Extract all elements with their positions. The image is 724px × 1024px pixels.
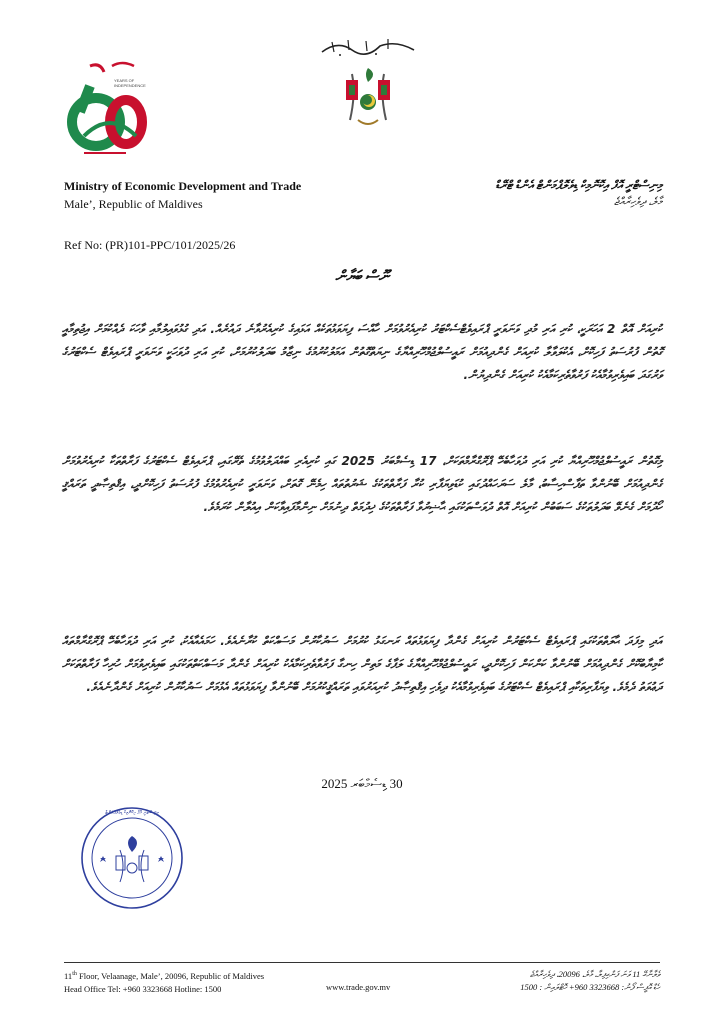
floor-number: 11 — [64, 970, 73, 981]
body-paragraph-1: ކުރިއަށް އޮތް 2 އަހަރަކީ، ކުރި އަރި މުދި ވަނަވަރީ ޕްރައިވެޓްސެކްޓަރު ކުރިއެރުވުމަށް ހާއްސަ ފިޔަވަޅުތަކެއް އަޅައިގެ ކުރިއެރުވާނެ ދައުރެއް. އަދި ގުޅުވައިލުމާއި ވާހަކަ ދެއްކުމަށް އިޖުތިމާއީ ގޮތުން ފުރުސަތު ފަހިކޮށް، އެކުލަވާލާ ކުރިއަށް ގެންދިއުމަށް ރައީސުލްޖުމްހޫރިއްޔާގެ ނިޔަތްގޮތުން އަމަލުކުރުމުގެ ނިޒާމު ބަދަލުކުރުމަށް، ކުރި އަރި ދުވަހަކީ ވަނަވަރީ ޕްރައިވެޓް ސެކްޓަރުގެ ވަރުގަދަ ބައިވެރިވުމާއެކު ފަރުވާތެރިކަމާއެކު ކުރިއަށް ގެންދިޔުން. — [62, 322, 662, 382]
ministry-location-dv: މާލެ، ދިވެހިރާއްޖެ — [614, 196, 662, 208]
body-paragraph-2: މިގޮތުން ރައީސުލްޖުމްހޫރިއްޔާ ކުރި އަރި ދުވަހާބެހޭ ޕްރޮގްރާމްތަކަށް، 17 ޑިސެމްބަރު 2025 ގައި ކުރިއެރި ބައްދަލުވުމުގެ ތެރޭގައި، ޕްރައިވެޓް ސެކްޓަރުގެ ފަރާތްތަކާ ކުރިއެރުވުމަށް ގެންދިއުމަށް ބޭނުންވާ ތަފާސްހިސާބު، މާލެ ސަރަހައްދުގައި ކުޑަވިޔަފާރި ކުރާ ފަރާތްތަކުގެ ޝަރުތުތައް ހިމެނޭ ގޮތަށް، ވަނަވަރީ ކުރިއެރުވުމުގެ ފުރުސަތު ފަހިކޮށްދީ، އިޤްތިޞާދީ ތަރައްޤީ ހޯދުމަށް ގެނެވޭ ބަދަލުތަކުގެ ސަބަބުން ކުރިއަށް އޮތް ދުވަސްތަކުގައި ޙާޟިރުވާ ފަރާތްތަކުގެ ޚިދުމަތް ދިނުމަށް ނިންމާފައިވާކަން އިއުލާން ކުރަމެވެ. — [62, 454, 662, 514]
footer-address-dhivehi — [420, 968, 660, 994]
independence-anniversary-logo — [60, 56, 150, 156]
ref-value: (PR)101-PPC/101/2025/26 — [105, 238, 236, 252]
independence-logo-icon — [60, 56, 150, 156]
footer-contact-line: Head Office Tel: +960 3323668 Hotline: 1500 — [64, 983, 222, 994]
ref-label: Ref No: — [64, 238, 103, 252]
anniversary-logo-text: YEARS OF INDEPENDENCE — [114, 78, 146, 88]
reference-number — [64, 238, 235, 253]
bismillah-calligraphy — [318, 36, 418, 58]
ministry-location-en: Male’, Republic of Maldives — [64, 197, 203, 211]
footer-dv-address-line: ވެލާނާގޭ 11 ވަނަ ފަންގިފިލާ، މާލެ، 20096، ދިވެހިރާއްޖެ — [529, 969, 660, 979]
ministry-name-english — [64, 179, 384, 212]
state-emblem-icon — [336, 64, 400, 132]
ministry-name-dv: މިނިސްޓްރީ އޮފް އިކޮނޮމިކް ޑިވެލޮޕްމަންޓް އެންޑް ޓްރޭޑް — [495, 178, 662, 192]
footer-address-line1 — [64, 968, 304, 983]
seal-text: މިނިސްޓްރީ އޮފް އިކޮނޮމިކް ޑިވެލޮޕްމަންޓް — [105, 810, 159, 816]
document-date: 30 ޑިސެމްބަރ 2025 — [321, 776, 403, 791]
official-seal — [80, 806, 184, 910]
footer-address-english — [64, 968, 304, 996]
footer-divider — [64, 962, 660, 963]
body-paragraph-3: އަދި މިފަދަ ޙާލަތްތަކުގައި ޕްރައިވެޓް ސެކްޓަރުން ކުރިއަށް ގެންދާ ފިޔަވަޅުތައް ރަނގަޅު ކުރުމަށް ސަރުކާރުން މަސައްކަތް ކުރާނެއެވެ. ހަމައެއާއެކު، ކުރި އަރި ދުވަހާބެހޭ ޕްރޮގްރާމްތައް ކާމިޔާބުކޮށް ގެންދިއުމަށް ބޭނުންވާ ކަންކަން ފަހިކޮށްދީ، ރައީސުލްޖުމްހޫރިއްޔާގެ ލަފާގެ މަތިން ހިނގާ ފަރުވާތެރިކަމާއެކު ކުރިއަށް ގެންދާ މަސައްކަތްތަކުގައި ބައިވެރިވުމަށް ހުރިހާ ފަރާތްތަކަށް ދަޢުވަތު ދެމެވެ. ވިޔަފާރިތަކާއި ޕްރައިވެޓް ސެކްޓަރުގެ ބައިވެރިވުމާއެކު ދިވެހި އިޤްތިޞާދު ކުރިއަރުވައި ތަރައްޤީކުރުމަށް ބޭނުންވާ ފިޔަވަޅުތައް އެޅުމަށް ސަރުކާރުން ކުރިއަށް ގެންދާނެއެވެ. — [62, 634, 662, 694]
floor-suffix: th — [72, 971, 77, 977]
official-seal-icon — [80, 806, 184, 910]
footer-dv-contact-line: ހެޑް އޮފީސް ފޯނު: 3323668 960+ ހޮޓްލައިން : 1500 — [520, 982, 660, 992]
ministry-name-en: Ministry of Economic Development and Trade — [64, 179, 302, 193]
address-rest: Floor, Velaanage, Male’, 20096, Republic of Maldives — [76, 970, 265, 981]
ministry-name-dhivehi — [342, 178, 662, 209]
notice-title: ނޫސް ބަޔާން — [335, 269, 389, 285]
website-link[interactable]: www.trade.gov.mv — [326, 982, 391, 992]
